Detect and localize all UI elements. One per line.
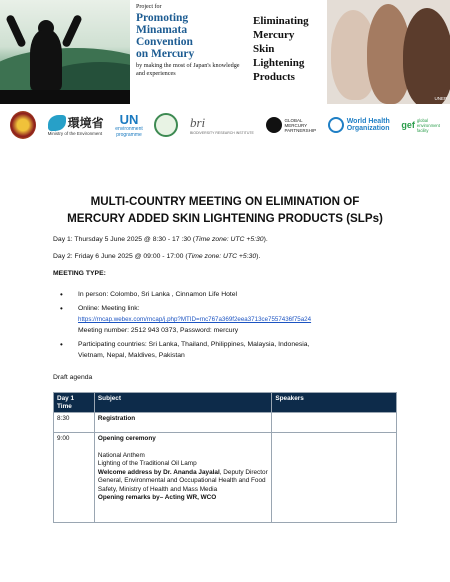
moe-kanji-text: 環境省 [67,116,104,130]
meeting-type-list [60,289,400,364]
gef-text: environment [416,122,440,128]
unep-text: environment [115,125,143,132]
global-mercury-partnership-logo [266,117,317,133]
campaign-title-line: Skin [253,43,275,55]
unep-tag: UNEP [434,96,447,101]
list-item: • Online: Meeting link: https://rncap.webex.com/rncap/j.php?MTID=rnc767a369f2eea3713ce7557436f75a24 Meeting number: 2512 943 0373, Password: mercury [60,304,312,334]
table-header-row [54,393,397,413]
face-illustration [403,8,450,104]
webex-meeting-link[interactable]: https://rncap.webex.com/rncap/j.php?MTID=rnc767a369f2eea3713ce7557436f75a24 [78,316,312,323]
title-line: MERCURY ADDED SKIN LIGHTENING PRODUCTS (SLPs) [67,212,383,225]
project-title-line: Promoting [136,12,189,24]
countries-text: Participating countries: Sri Lanka, Thailand, Philippines, Malaysia, Indonesia, [78,341,310,348]
header-speakers: Speakers [272,393,397,413]
gef-text: global [416,117,429,123]
opening-ceremony-title: Opening ceremony [97,435,156,442]
emblem-icon [10,111,36,139]
day2-text: Day 2: Friday 6 June 2025 @ 09:00 - 17:00 ( [53,253,188,260]
opening-remarks: Opening remarks by– Acting WR, WCO [97,494,217,501]
campaign-title-line: Mercury [253,29,295,41]
campaign-title-box [245,0,327,104]
header-subject: Subject [94,393,271,413]
gmp-text: MERCURY [284,122,308,128]
gef-mark: gef [401,120,415,130]
gef-text: facility [416,127,429,133]
header-day-time [54,393,95,413]
welcome-speaker: Welcome address by Dr. Ananda Jayalal [97,468,220,476]
banner-campaign-image [245,0,450,104]
agenda-line: Lighting of the Traditional Oil Lamp [97,460,197,467]
day1-suffix: ). [263,236,268,243]
bri-mark: bri [189,115,206,130]
campaign-title-line: Products [253,71,295,83]
round-seal-logo [154,113,178,137]
campaign-title-line: Lightening [253,57,305,69]
project-title-block [130,0,245,104]
who-logo [328,117,390,133]
day2-timezone: Time zone: UTC +5:30 [187,253,257,260]
moe-english-text: Ministry of the Environment [47,131,103,136]
who-text: Organization [346,125,390,132]
time-cell: 8:30 [54,413,95,433]
day1-timezone: Time zone: UTC +5:30 [195,236,264,243]
day2-suffix: ). [256,253,261,260]
partner-logos-strip [0,106,450,144]
header-time-text: Time [57,402,72,410]
sri-lanka-emblem-logo [10,111,36,139]
agenda-table [53,392,397,523]
document-title [0,193,450,227]
speakers-cell [272,433,397,523]
countries-text: Vietnam, Nepal, Maldives, Pakistan [78,352,185,359]
project-label: Project for [136,4,162,10]
gmp-text: PARTNERSHIP [284,127,317,133]
welcome-details: , Deputy Director General, Environmental and Occupational Health and Food Safety, Ministry of Health and Mass Media [97,468,268,493]
meeting-number-text: Meeting number: 2512 943 0373, Password: mercury [78,327,239,334]
in-person-text: In person: Colombo, Sri Lanka , Cinnamon Life Hotel [78,291,238,298]
gef-logo [401,118,440,133]
bri-subtext: BIODIVERSITY RESEARCH INSTITUTE [189,131,254,135]
subject-cell [94,433,271,523]
unep-mark: UN [119,111,139,127]
day2-schedule [53,253,260,260]
bri-logo [190,115,254,135]
day1-text: Day 1: Thursday 5 June 2025 @ 8:30 - 17 :30 ( [53,236,196,243]
seal-icon [154,113,178,137]
time-cell: 9:00 [54,433,95,523]
project-title-line: Minamata [136,24,188,36]
subject-cell: Registration [94,413,271,433]
title-line: MULTI-COUNTRY MEETING ON ELIMINATION OF [90,195,360,208]
day1-schedule [53,236,268,243]
list-item: • In person: Colombo, Sri Lanka , Cinnamon Life Hotel [60,290,238,299]
project-title [136,12,245,60]
project-title-line: Convention [136,36,193,48]
gmp-text: GLOBAL [284,117,303,123]
list-item: • Participating countries: Sri Lanka, Thailand, Philippines, Malaysia, Indonesia, Vietnam, Nepal, Maldives, Pakistan [60,340,310,359]
who-text: World Health [346,118,390,125]
gmp-circle-icon [266,117,282,133]
moe-bird-icon [48,115,66,131]
agenda-line: National Anthem [97,451,145,459]
ministry-of-environment-japan-logo [48,114,104,136]
table-row [54,413,397,433]
unep-text: programme [116,131,142,138]
header-day-text: Day 1 [57,395,75,402]
banner-photo-silhouette [0,0,130,104]
project-title-line: on Mercury [136,48,195,60]
campaign-title-line: Eliminating [253,15,309,27]
welcome-address [98,469,268,495]
speakers-cell [272,413,397,433]
who-globe-icon [328,117,344,133]
header-banner [0,0,450,104]
unep-logo [115,113,143,138]
draft-agenda-label: Draft agenda [53,374,93,381]
meeting-type-label: MEETING TYPE: [53,270,106,277]
project-subtitle: by making the most of Japan's knowledge and experiences [136,62,240,77]
online-label: Online: Meeting link: [78,305,140,312]
table-row [54,433,397,523]
